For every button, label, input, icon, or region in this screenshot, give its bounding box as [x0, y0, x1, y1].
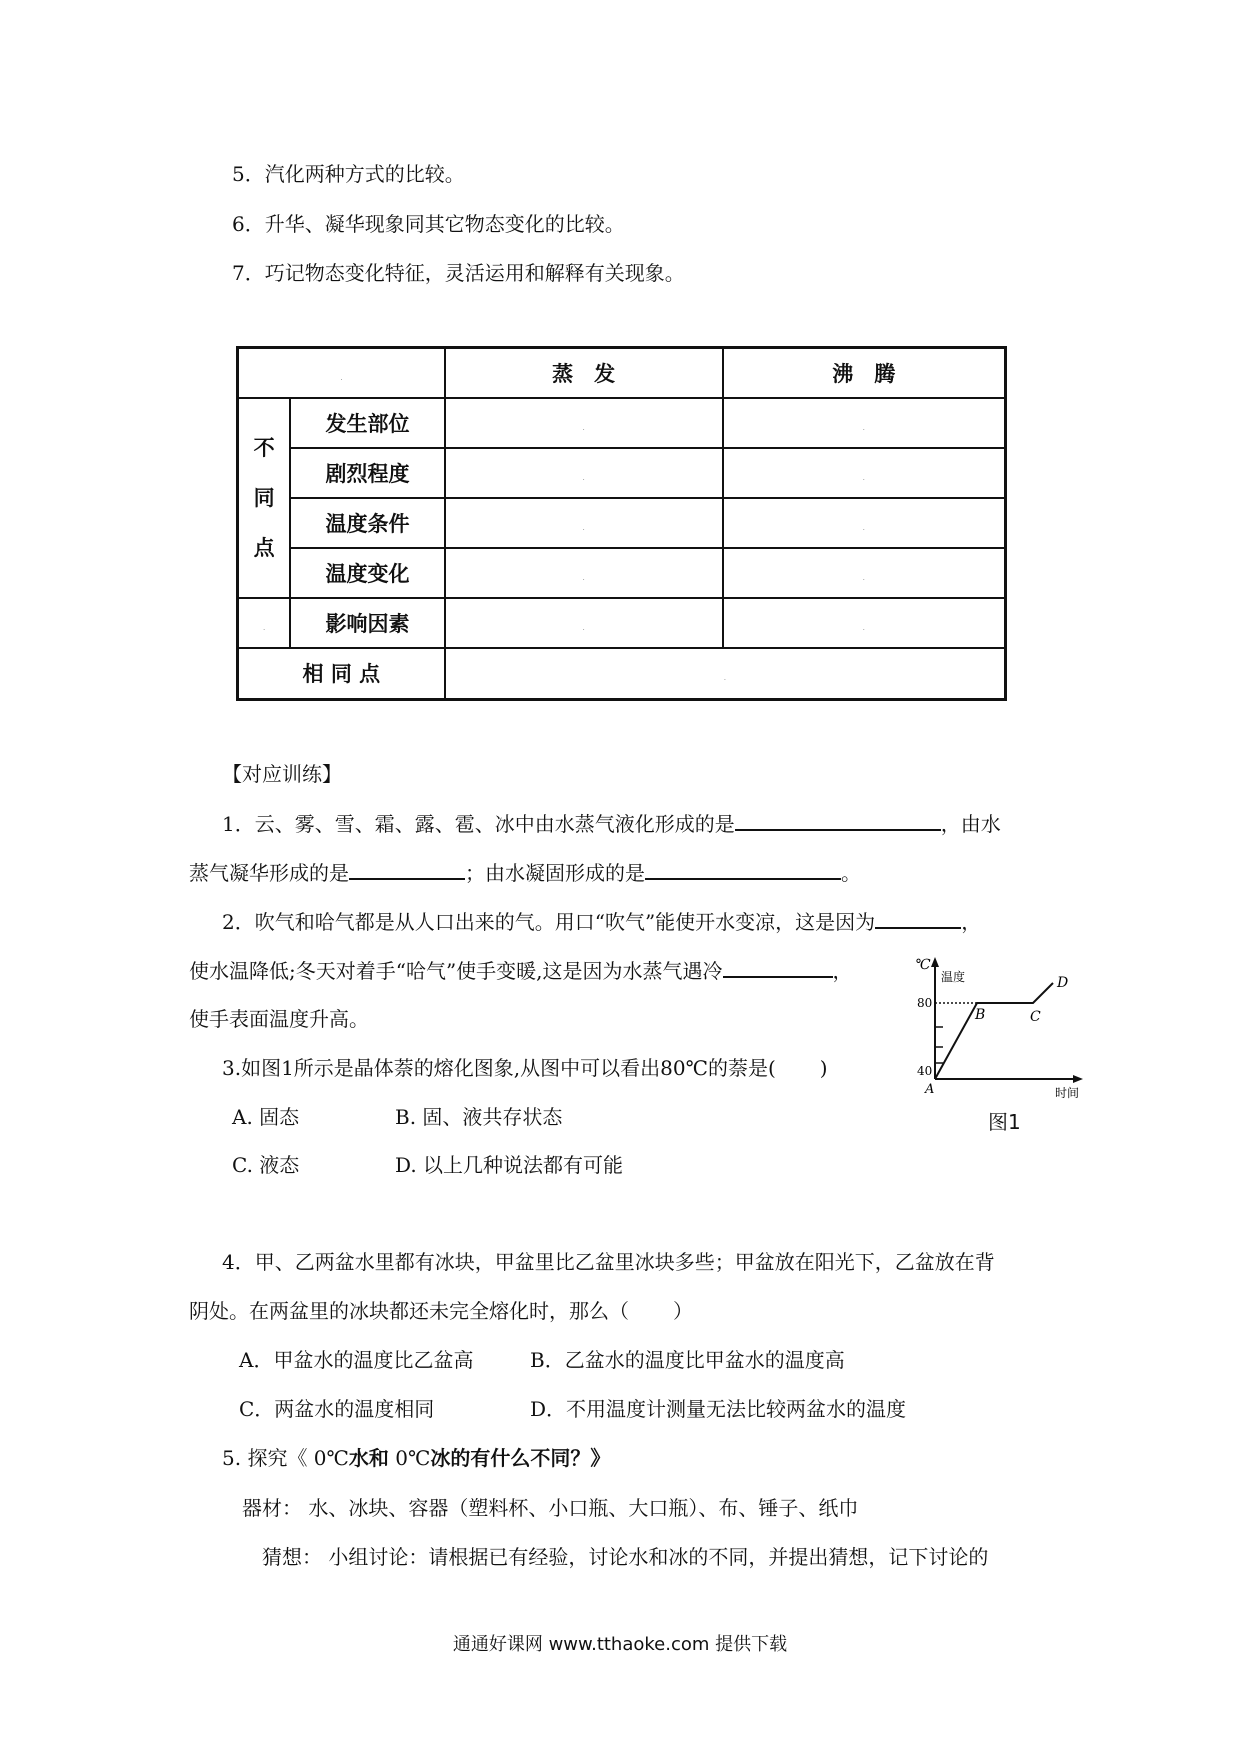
- q4-option-c[interactable]: C．两盆水的温度相同: [239, 1397, 435, 1421]
- intro-item-5: 5．汽化两种方式的比较。: [232, 162, 465, 186]
- table-cell[interactable]: .: [445, 398, 723, 448]
- table-empty-cell: .: [238, 598, 291, 648]
- q3-option-b[interactable]: B. 固、液共存状态: [395, 1105, 563, 1129]
- answer-blank[interactable]: [875, 907, 961, 929]
- q3-option-a[interactable]: A. 固态: [232, 1105, 300, 1129]
- table-cell[interactable]: .: [445, 498, 723, 548]
- table-header-boiling: 沸 腾: [723, 348, 1006, 398]
- table-header-evaporation: 蒸 发: [445, 348, 723, 398]
- q3-option-d[interactable]: D. 以上几种说法都有可能: [395, 1153, 624, 1177]
- table-same-cell[interactable]: .: [445, 648, 1006, 700]
- question-5-title: 5. 探究《 0℃水和 0℃冰的有什么不同？》: [222, 1446, 611, 1470]
- question-4-line-1: 4．甲、乙两盆水里都有冰块，甲盆里比乙盆里冰块多些；甲盆放在阳光下，乙盆放在背: [222, 1250, 995, 1274]
- tick-label-40: 40: [917, 1064, 933, 1078]
- question-2-line-2: 使水温降低;冬天对着手“哈气”使手变暖,这是因为水蒸气遇冷 ，: [189, 956, 853, 985]
- question-4-line-2: 阴处。在两盆里的冰块都还未完全熔化时，那么（ ）: [189, 1299, 693, 1323]
- point-label-d: D: [1057, 975, 1069, 991]
- table-row-label: 温度条件: [290, 498, 444, 548]
- table-same-label: 相 同 点: [238, 648, 445, 700]
- question-5-guess: 猜想： 小组讨论：请根据已有经验，讨论水和冰的不同，并提出猜想，记下讨论的: [262, 1545, 989, 1569]
- table-row-label: 剧烈程度: [290, 448, 444, 498]
- figure-caption: 图1: [988, 1110, 1021, 1134]
- point-label-a: A: [925, 1082, 935, 1097]
- table-corner-cell: .: [238, 348, 445, 398]
- table-row-label: 发生部位: [290, 398, 444, 448]
- question-2-line-1: 2．吹气和哈气都是从人口出来的气。用口“吹气”能使开水变凉，这是因为 ，: [222, 907, 981, 936]
- point-label-b: B: [975, 1007, 986, 1023]
- table-cell[interactable]: .: [445, 548, 723, 598]
- answer-blank[interactable]: [735, 809, 941, 831]
- comparison-table: [236, 346, 1007, 701]
- answer-blank[interactable]: [349, 858, 465, 880]
- q3-option-c[interactable]: C. 液态: [232, 1153, 300, 1177]
- table-group-label: 不同点: [238, 398, 291, 598]
- section-title: 【对应训练】: [222, 762, 342, 786]
- melting-curve: [935, 983, 1053, 1079]
- q4-option-b[interactable]: B．乙盆水的温度比甲盆水的温度高: [530, 1348, 845, 1372]
- table-row-label: 温度变化: [290, 548, 444, 598]
- point-label-c: C: [1030, 1009, 1041, 1025]
- y-axis-arrow-icon: [931, 957, 939, 967]
- x-axis-label: 时间: [1055, 1086, 1080, 1100]
- question-3-stem: 3.如图1所示是晶体萘的熔化图象,从图中可以看出80℃的萘是( ): [222, 1056, 828, 1080]
- question-5-equipment: 器材： 水、冰块、容器（塑料杯、小口瓶、大口瓶）、布、锤子、纸巾: [242, 1496, 859, 1520]
- y-unit-label: ℃: [915, 957, 931, 973]
- table-cell[interactable]: .: [723, 498, 1006, 548]
- table-cell[interactable]: .: [723, 398, 1006, 448]
- melting-graph-figure: [915, 955, 1095, 1115]
- table-cell[interactable]: .: [723, 598, 1006, 648]
- q4-option-d[interactable]: D．不用温度计测量无法比较两盆水的温度: [530, 1397, 907, 1421]
- tick-label-80: 80: [917, 996, 933, 1010]
- page-footer: 通通好课网 www.tthaoke.com 提供下载: [452, 1634, 788, 1655]
- answer-blank[interactable]: [645, 858, 841, 880]
- table-cell[interactable]: .: [445, 598, 723, 648]
- question-1-line-1: 1．云、雾、雪、霜、露、雹、冰中由水蒸气液化形成的是 ，由水: [222, 809, 1001, 838]
- intro-item-7: 7．巧记物态变化特征，灵活运用和解释有关现象。: [232, 261, 685, 285]
- table-cell[interactable]: .: [723, 548, 1006, 598]
- x-axis-arrow-icon: [1073, 1075, 1083, 1083]
- answer-blank[interactable]: [723, 956, 833, 978]
- intro-item-6: 6．升华、凝华现象同其它物态变化的比较。: [232, 212, 625, 236]
- table-cell[interactable]: .: [445, 448, 723, 498]
- table-row-label: 影响因素: [290, 598, 444, 648]
- table-cell[interactable]: .: [723, 448, 1006, 498]
- question-2-line-3: 使手表面温度升高。: [189, 1007, 369, 1031]
- q4-option-a[interactable]: A．甲盆水的温度比乙盆高: [239, 1348, 474, 1372]
- y-axis-label: 温度: [941, 970, 966, 984]
- question-1-line-2: 蒸气凝华形成的是 ；由水凝固形成的是 。: [189, 858, 861, 887]
